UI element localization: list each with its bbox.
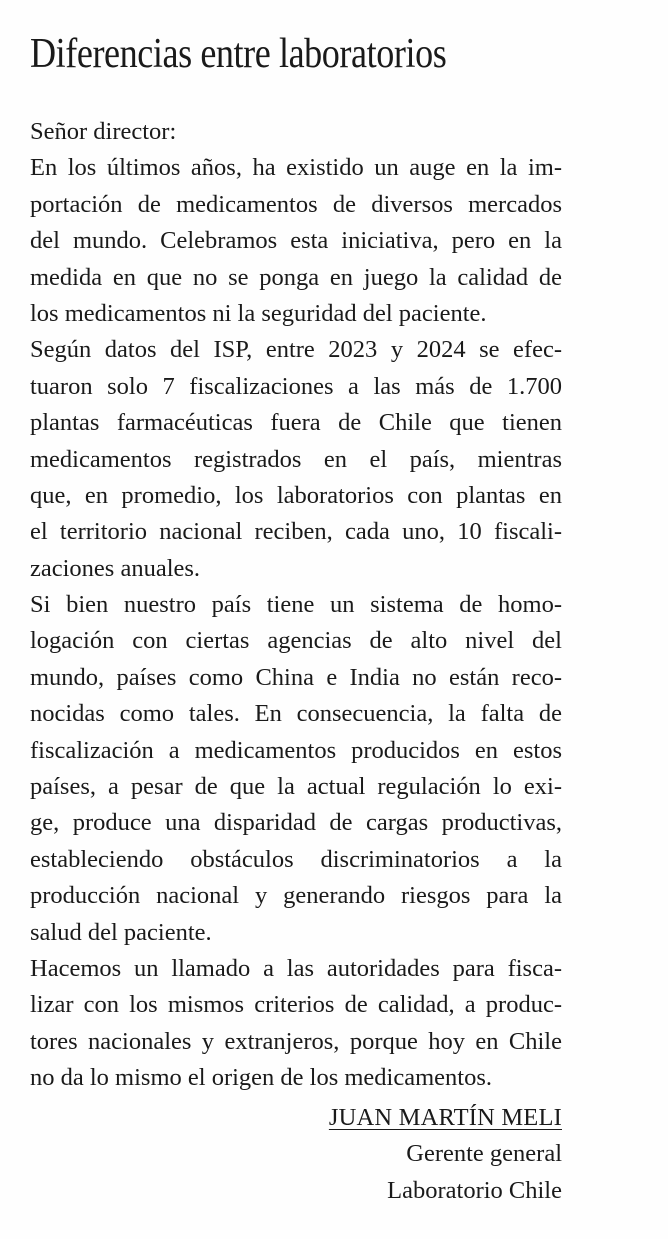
body-line: Hacemos un llamado a las autoridades para fisca-: [30, 954, 562, 982]
body-line: En los últimos años, ha existido un auge en la im-: [30, 154, 562, 182]
body-line: nocidas como tales. En consecuencia, la falta de: [30, 700, 562, 728]
body-line: plantas farmacéuticas fuera de Chile que tienen: [30, 409, 562, 437]
body-line: Si bien nuestro país tiene un sistema de homo-: [30, 591, 562, 619]
body-line: fiscalización a medicamentos producidos en estos: [30, 736, 562, 764]
body-line: Señor director:: [30, 118, 177, 145]
body-line: tuaron solo 7 fiscalizaciones a las más de 1.700: [30, 372, 562, 400]
body-line: lizar con los mismos criterios de calidad, a produc-: [30, 991, 562, 1019]
signature-block: [329, 1100, 562, 1209]
body-line: medida en que no se ponga en juego la calidad de: [30, 263, 562, 291]
body-line: medicamentos registrados en el país, mientras: [30, 445, 562, 473]
body-line: el territorio nacional reciben, cada uno, 10 fiscali-: [30, 518, 562, 546]
body-line: ge, produce una disparidad de cargas productivas,: [30, 809, 562, 837]
body-line: estableciendo obstáculos discriminatorios a la: [30, 845, 562, 873]
body-line: logación con ciertas agencias de alto nivel del: [30, 627, 562, 655]
body-line: países, a pesar de que la actual regulación lo exi-: [30, 773, 562, 801]
body-line: que, en promedio, los laboratorios con plantas en: [30, 481, 562, 509]
body-line: salud del paciente.: [30, 918, 212, 946]
body-line: no da lo mismo el origen de los medicamentos.: [30, 1064, 493, 1092]
signature-role: Gerente general: [406, 1140, 562, 1168]
body-line: del mundo. Celebramos esta iniciativa, pero en la: [30, 227, 562, 255]
letter-body: [30, 114, 562, 1097]
body-line: Según datos del ISP, entre 2023 y 2024 se efec-: [30, 336, 562, 364]
body-line: zaciones anuales.: [30, 554, 201, 582]
body-line: mundo, países como China e India no están reco-: [30, 663, 562, 691]
body-line: portación de medicamentos de diversos mercados: [30, 190, 562, 218]
letter-title: Diferencias entre laboratorios: [30, 31, 447, 77]
signature-organization: Laboratorio Chile: [387, 1176, 562, 1204]
body-line: producción nacional y generando riesgos para la: [30, 882, 562, 910]
body-line: tores nacionales y extranjeros, porque hoy en Chile: [30, 1027, 562, 1055]
signature-name: JUAN MARTÍN MELI: [328, 1104, 562, 1131]
body-line: los medicamentos ni la seguridad del paciente.: [30, 299, 487, 327]
